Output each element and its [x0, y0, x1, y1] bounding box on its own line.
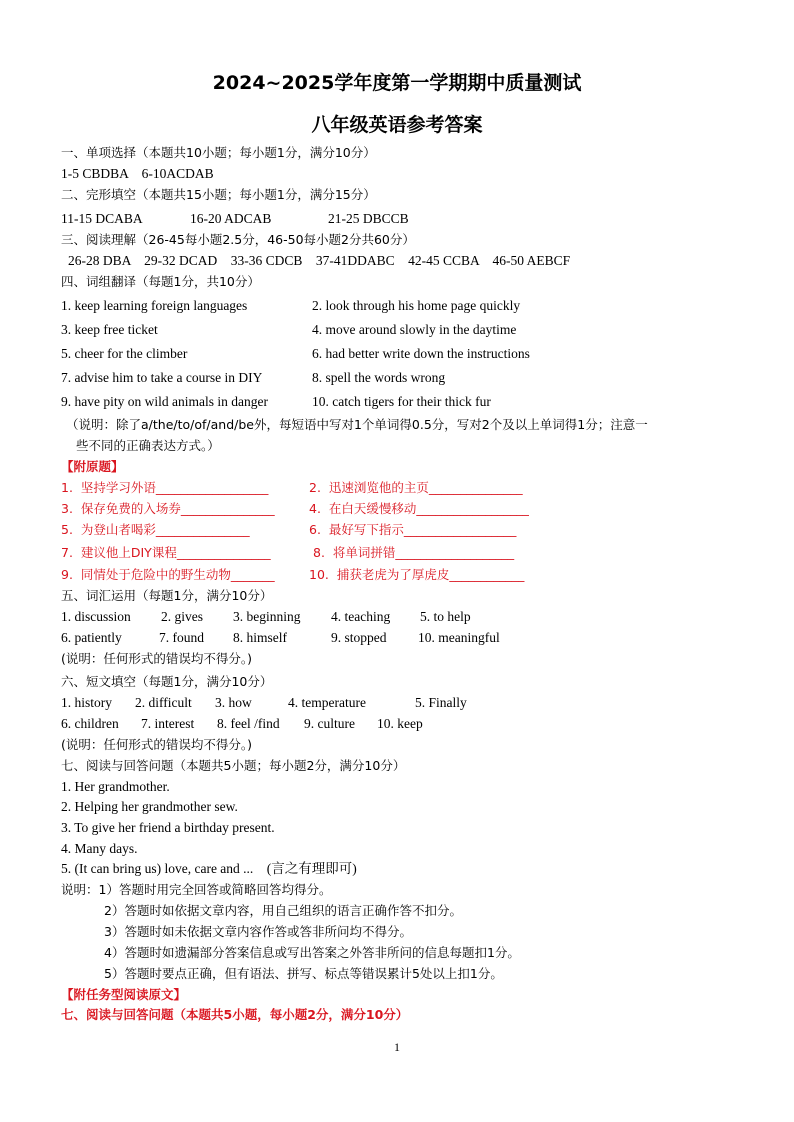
section-4-heading: 四、词组翻译（每题1分，共10分）	[61, 274, 260, 289]
document-subtitle: 八年级英语参考答案	[311, 114, 483, 136]
grading-note: 5）答题时要点正确，但有语法、拼写、标点等错误累计5处以上扣1分。	[104, 966, 503, 981]
phrase-item: 4. move around slowly in the daytime	[312, 322, 517, 337]
original-question: 2. 迅速浏览他的主页_______________	[309, 480, 523, 495]
original-passage-title: 七、阅读与回答问题（本题共5小题，每小题2分，满分10分）	[61, 1007, 409, 1022]
section-2-heading: 二、完形填空（本题共15小题；每小题1分，满分15分）	[61, 187, 376, 202]
original-question: 5. 为登山者喝彩_______________	[61, 522, 250, 537]
scoring-note-line-1: （说明：除了a/the/to/of/and/be外，每短语中写对1个单词得0.5分，写对2个及以上单词得1分；注意一	[66, 417, 648, 432]
cloze-answer: 5. Finally	[415, 695, 467, 710]
cloze-answer: 10. keep	[377, 716, 423, 731]
original-question: 3. 保存免费的入场券_______________	[61, 501, 275, 516]
section-3-answers: 26-28 DBA 29-32 DCAD 33-36 CDCB 37-41DDABC 42-45 CCBA 46-50 AEBCF	[68, 253, 571, 268]
section-1-answers: 1-5 CBDBA 6-10ACDAB	[61, 166, 214, 181]
cloze-answer: 7. interest	[141, 716, 195, 731]
section-7-heading: 七、阅读与回答问题（本题共5小题；每小题2分，满分10分）	[61, 758, 406, 773]
reading-answer: 3. To give her friend a birthday present.	[61, 820, 275, 835]
reading-answer: 4. Many days.	[61, 841, 138, 856]
phrase-item: 5. cheer for the climber	[61, 346, 188, 361]
grading-note: 4）答题时如遗漏部分答案信息或写出答案之外答非所问的信息每题扣1分。	[104, 945, 520, 960]
cloze-answer: 2. difficult	[135, 695, 192, 710]
vocab-answer: 3. beginning	[233, 609, 301, 624]
vocab-answer: 5. to help	[420, 609, 471, 624]
cloze-answer: 4. temperature	[288, 695, 366, 710]
phrase-item: 9. have pity on wild animals in danger	[61, 394, 268, 409]
section-5-heading: 五、词汇运用（每题1分，满分10分）	[61, 588, 273, 603]
section-1-heading: 一、单项选择（本题共10小题；每小题1分，满分10分）	[61, 145, 376, 160]
phrase-item: 8. spell the words wrong	[312, 370, 446, 385]
section-5-note: (说明：任何形式的错误均不得分。)	[61, 651, 253, 666]
section-2-answers-3: 21-25 DBCCB	[328, 211, 409, 226]
section-6-note: (说明：任何形式的错误均不得分。)	[61, 737, 253, 752]
grading-note: 2）答题时如依据文章内容，用自己组织的语言正确作答不扣分。	[104, 903, 462, 918]
reading-answer: 1. Her grandmother.	[61, 779, 170, 794]
original-question: 8. 将单词拼错___________________	[313, 545, 515, 560]
original-questions-heading: 【附原题】	[61, 459, 124, 474]
section-2-answers-1: 11-15 DCABA	[61, 211, 143, 226]
section-3-heading: 三、阅读理解（26-45每小题2.5分，46-50每小题2分共60分）	[61, 232, 415, 247]
original-question: 4. 在白天缓慢移动__________________	[309, 501, 529, 516]
vocab-answer: 10. meaningful	[418, 630, 500, 645]
vocab-answer: 7. found	[159, 630, 204, 645]
scoring-note	[66, 414, 746, 456]
cloze-answer: 8. feel /find	[217, 716, 280, 731]
original-question: 10. 捕获老虎为了厚虎皮____________	[309, 567, 525, 582]
cloze-answer: 6. children	[61, 716, 119, 731]
scoring-note-line-2: 些不同的正确表达方式。）	[76, 438, 220, 453]
original-question: 7. 建议他上DIY课程_______________	[61, 545, 271, 560]
vocab-answer: 6. patiently	[61, 630, 122, 645]
phrase-item: 6. had better write down the instructions	[312, 346, 530, 361]
phrase-item: 10. catch tigers for their thick fur	[312, 394, 491, 409]
original-question: 6. 最好写下指示__________________	[309, 522, 517, 537]
phrase-item: 2. look through his home page quickly	[312, 298, 521, 313]
grading-note: 3）答题时如未依据文章内容作答或答非所问均不得分。	[104, 924, 412, 939]
vocab-answer: 4. teaching	[331, 609, 391, 624]
vocab-answer: 2. gives	[161, 609, 203, 624]
original-question: 1. 坚持学习外语__________________	[61, 480, 269, 495]
phrase-item: 7. advise him to take a course in DIY	[61, 370, 263, 385]
vocab-answer: 9. stopped	[331, 630, 387, 645]
section-2-answers-2: 16-20 ADCAB	[190, 211, 272, 226]
phrase-item: 1. keep learning foreign languages	[61, 298, 248, 313]
reading-answer: 5. (It can bring us) love, care and ... (言之有理即可)	[61, 861, 357, 876]
phrase-item: 3. keep free ticket	[61, 322, 158, 337]
cloze-answer: 3. how	[215, 695, 252, 710]
reading-answer: 2. Helping her grandmother sew.	[61, 799, 238, 814]
vocab-answer: 1. discussion	[61, 609, 131, 624]
vocab-answer: 8. himself	[233, 630, 287, 645]
page-number: 1	[394, 1040, 400, 1054]
cloze-answer: 1. history	[61, 695, 113, 710]
cloze-answer: 9. culture	[304, 716, 355, 731]
document-title: 2024~2025学年度第一学期期中质量测试	[212, 72, 582, 94]
section-6-heading: 六、短文填空（每题1分，满分10分）	[61, 674, 273, 689]
original-passage-heading: 【附任务型阅读原文】	[61, 987, 187, 1002]
original-question: 9. 同情处于危险中的野生动物_______	[61, 567, 275, 582]
grading-note: 说明：1）答题时用完全回答或简略回答均得分。	[61, 882, 332, 897]
